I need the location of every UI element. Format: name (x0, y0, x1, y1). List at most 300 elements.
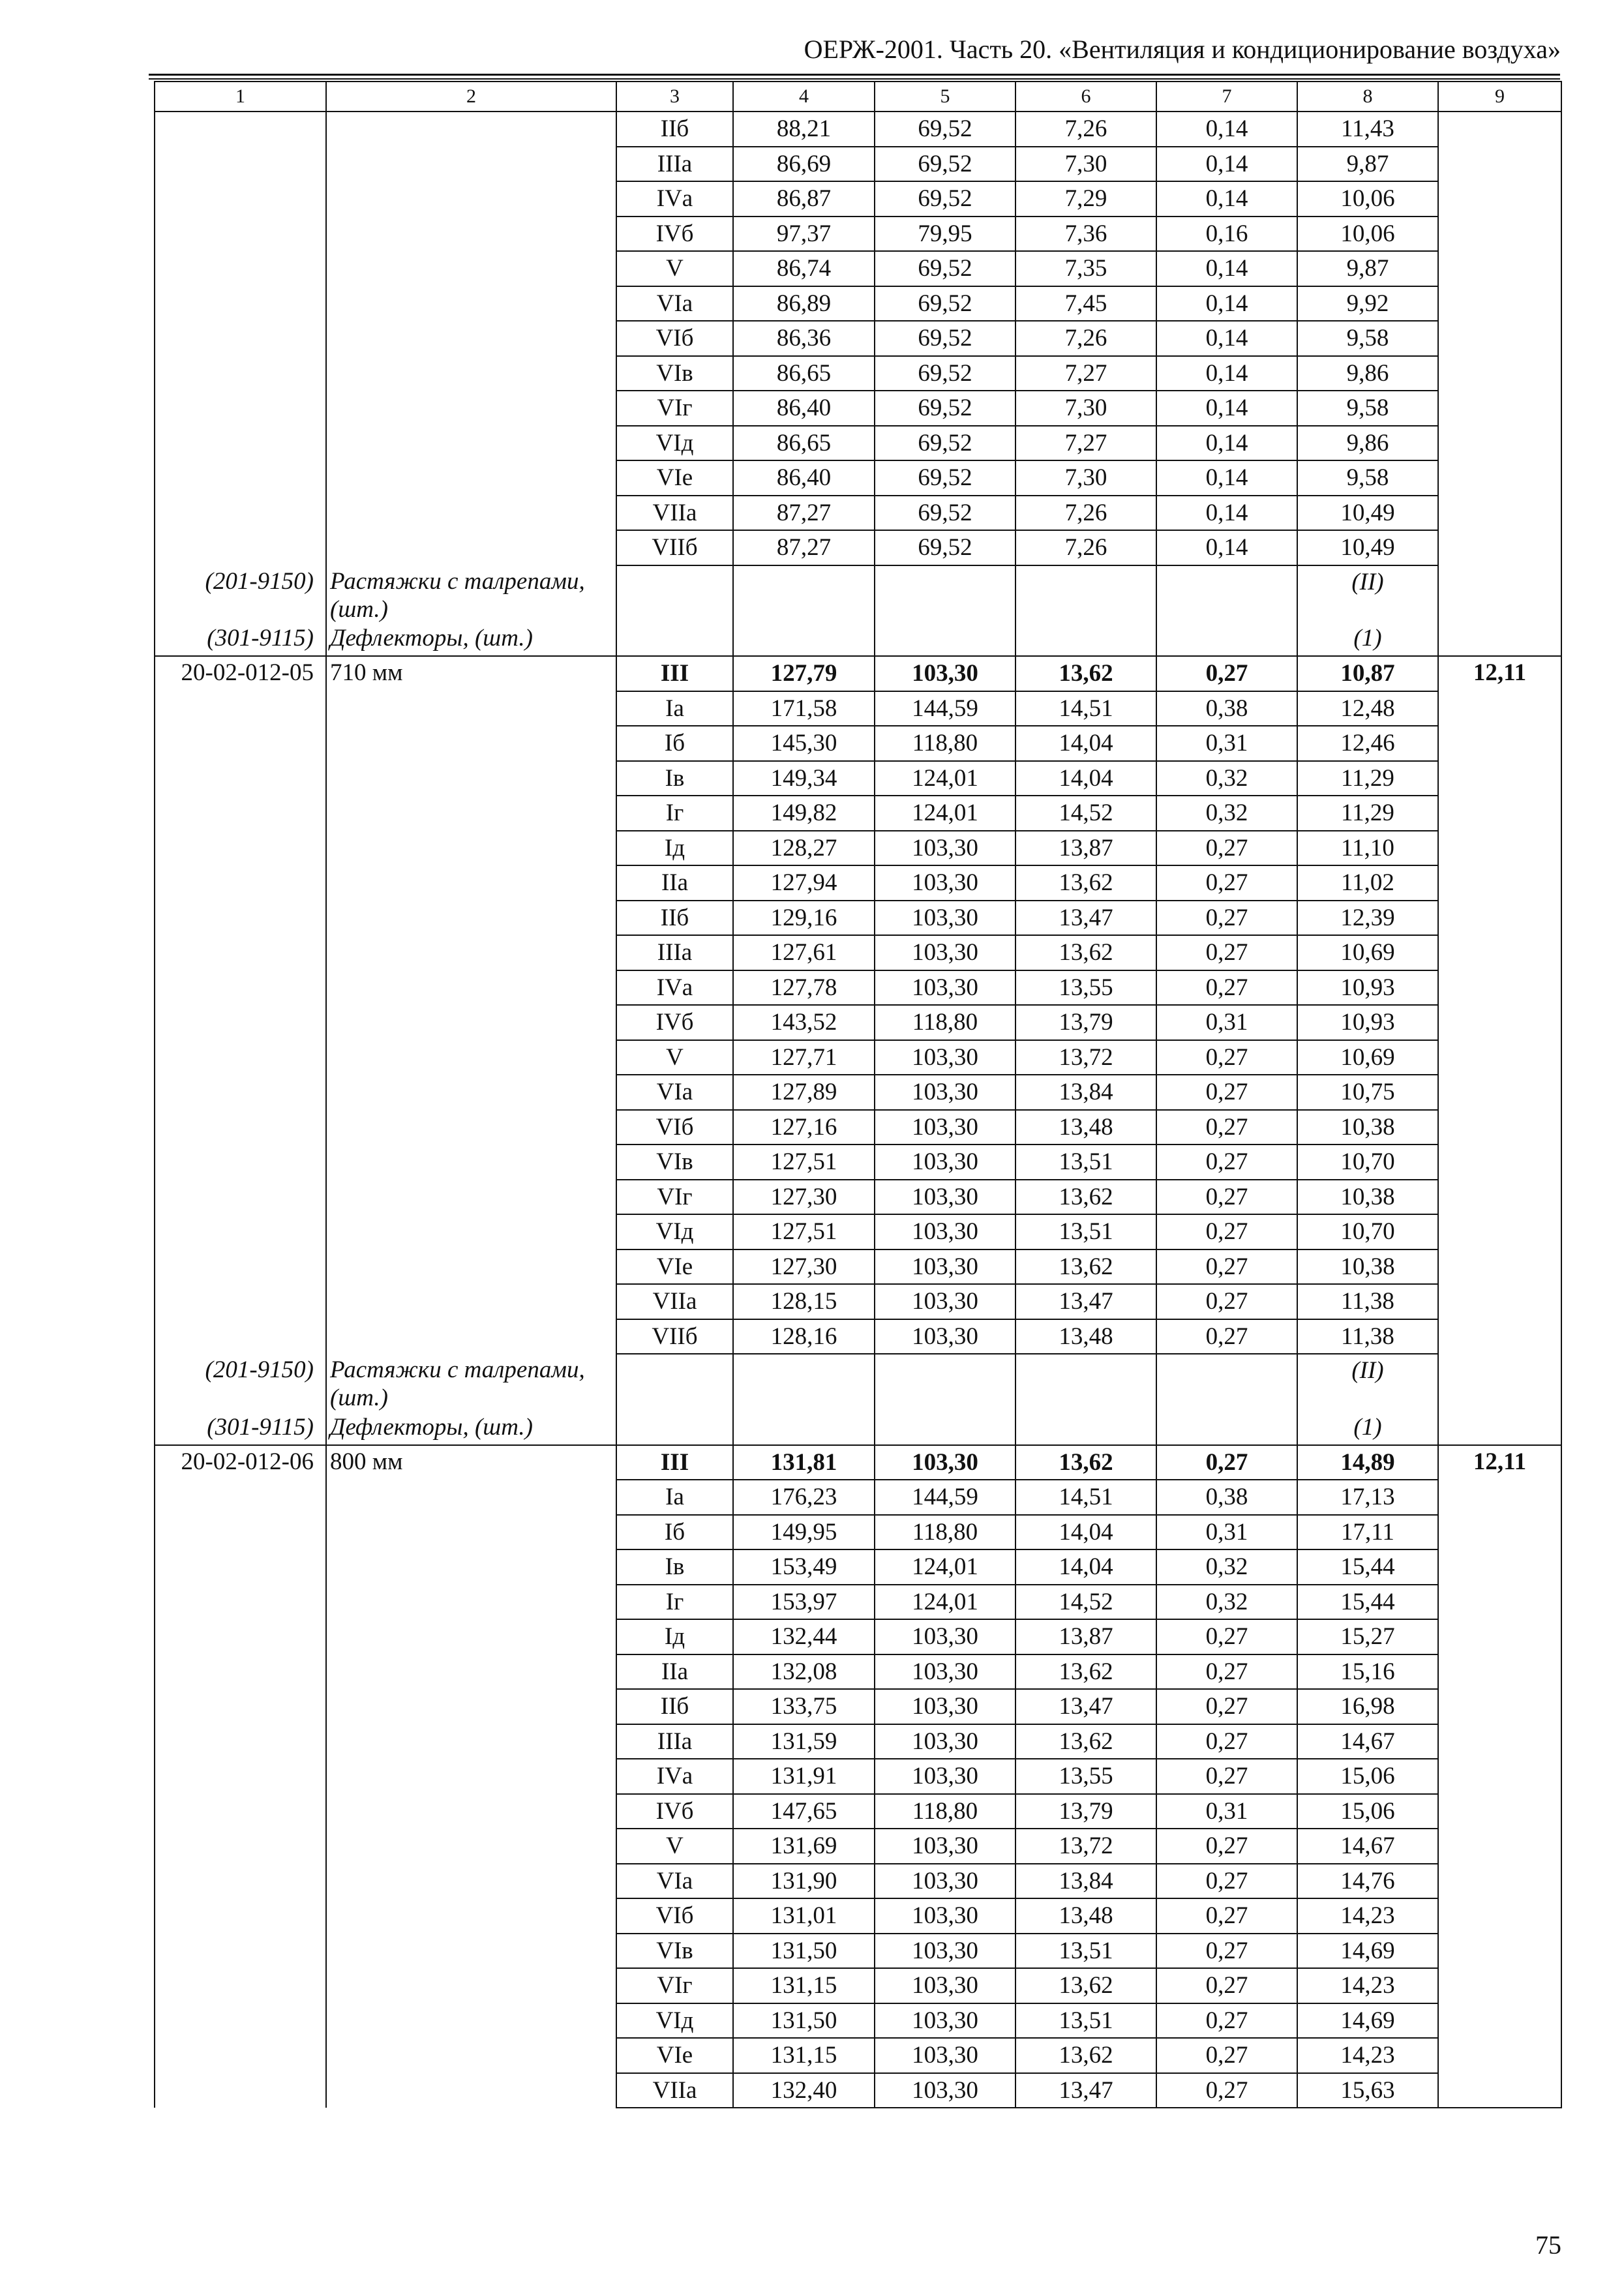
value-cell: 0,27 (1156, 1445, 1297, 1480)
value-cell: 176,23 (733, 1480, 875, 1515)
value-cell: 145,30 (733, 726, 875, 761)
col9-cell: 12,11 (1438, 656, 1561, 1445)
value-cell: 0,27 (1156, 1619, 1297, 1654)
value-cell: 103,30 (875, 1934, 1015, 1969)
page-number: 75 (1535, 2230, 1561, 2260)
empty-cell (1015, 621, 1156, 657)
table-row (155, 1445, 1561, 1480)
value-cell: 69,52 (875, 426, 1015, 461)
value-cell: 144,59 (875, 1480, 1015, 1515)
resource-name-line: Растяжки с талрепами, (330, 1356, 585, 1383)
zone-cell: IVа (616, 970, 733, 1006)
value-cell: 0,27 (1156, 1144, 1297, 1180)
header-rule (149, 78, 1560, 80)
value-cell: 127,51 (733, 1214, 875, 1249)
value-cell: 86,89 (733, 286, 875, 322)
value-cell: 0,27 (1156, 970, 1297, 1006)
value-cell: 103,30 (875, 2073, 1015, 2108)
zone-cell: IVа (616, 181, 733, 217)
value-cell: 0,27 (1156, 1724, 1297, 1759)
value-cell: 0,27 (1156, 1319, 1297, 1354)
empty-cell (616, 1410, 733, 1445)
value-cell: 103,30 (875, 1759, 1015, 1794)
value-cell: 131,81 (733, 1445, 875, 1480)
table-row (155, 656, 1561, 691)
value-cell: 147,65 (733, 1794, 875, 1829)
zone-cell: VIе (616, 460, 733, 496)
zone-cell: VIа (616, 1864, 733, 1899)
value-cell: 10,38 (1297, 1249, 1438, 1285)
value-cell: 103,30 (875, 1689, 1015, 1724)
empty-cell (875, 1410, 1015, 1445)
value-cell: 144,59 (875, 691, 1015, 726)
value-cell: 10,49 (1297, 530, 1438, 565)
value-cell: 0,14 (1156, 147, 1297, 182)
empty-cell (733, 621, 875, 657)
value-cell: 13,62 (1015, 1968, 1156, 2003)
zone-cell: VIб (616, 1110, 733, 1145)
zone-cell: Iа (616, 691, 733, 726)
value-cell: 13,55 (1015, 970, 1156, 1006)
value-cell: 11,38 (1297, 1284, 1438, 1319)
zone-cell: VIа (616, 1075, 733, 1110)
value-cell: 15,63 (1297, 2073, 1438, 2108)
value-cell: 103,30 (875, 865, 1015, 901)
value-cell: 14,69 (1297, 2003, 1438, 2039)
value-cell: 103,30 (875, 1249, 1015, 1285)
value-cell: 10,38 (1297, 1180, 1438, 1215)
value-cell: 13,51 (1015, 2003, 1156, 2039)
column-number: 8 (1297, 82, 1438, 112)
resource-name-line: (шт.) (330, 595, 388, 623)
value-cell: 86,65 (733, 426, 875, 461)
value-cell: 0,27 (1156, 1689, 1297, 1724)
value-cell: 13,47 (1015, 2073, 1156, 2108)
value-cell: 69,52 (875, 286, 1015, 322)
value-cell: 17,13 (1297, 1480, 1438, 1515)
value-cell: 13,62 (1015, 2038, 1156, 2073)
value-cell: 13,72 (1015, 1829, 1156, 1864)
value-cell: 131,90 (733, 1864, 875, 1899)
value-cell: 13,51 (1015, 1214, 1156, 1249)
value-cell: 15,27 (1297, 1619, 1438, 1654)
value-cell: 0,27 (1156, 2073, 1297, 2108)
zone-cell: V (616, 251, 733, 286)
resource-name-cell: Дефлекторы, (шт.) (326, 1410, 616, 1445)
zone-cell: VIд (616, 2003, 733, 2039)
value-cell: 14,23 (1297, 2038, 1438, 2073)
value-cell: 118,80 (875, 1515, 1015, 1550)
value-cell: 127,78 (733, 970, 875, 1006)
value-cell: 13,55 (1015, 1759, 1156, 1794)
value-cell: 0,38 (1156, 1480, 1297, 1515)
col9-cell: 12,11 (1438, 1445, 1561, 2108)
value-cell: 14,04 (1015, 761, 1156, 796)
value-cell: 128,15 (733, 1284, 875, 1319)
value-cell: 7,30 (1015, 391, 1156, 426)
value-cell: 0,27 (1156, 1968, 1297, 2003)
empty-cell (733, 1410, 875, 1445)
resource-value-cell: (II) (1297, 565, 1438, 621)
column-number: 7 (1156, 82, 1297, 112)
value-cell: 13,72 (1015, 1040, 1156, 1075)
value-cell: 13,79 (1015, 1794, 1156, 1829)
value-cell: 13,62 (1015, 1654, 1156, 1690)
value-cell: 86,87 (733, 181, 875, 217)
zone-cell: IVб (616, 1005, 733, 1040)
zone-cell: IIIа (616, 935, 733, 970)
value-cell: 103,30 (875, 901, 1015, 936)
value-cell: 10,38 (1297, 1110, 1438, 1145)
value-cell: 10,06 (1297, 181, 1438, 217)
resource-name-cell (326, 565, 616, 621)
value-cell: 7,27 (1015, 426, 1156, 461)
value-cell: 69,52 (875, 321, 1015, 356)
value-cell: 13,87 (1015, 1619, 1156, 1654)
resource-name-line: Растяжки с талрепами, (330, 567, 585, 595)
value-cell: 7,26 (1015, 530, 1156, 565)
value-cell: 7,27 (1015, 356, 1156, 391)
value-cell: 127,30 (733, 1180, 875, 1215)
value-cell: 103,30 (875, 1075, 1015, 1110)
table-row (155, 112, 1561, 147)
zone-cell: IIIа (616, 147, 733, 182)
zone-cell: IIб (616, 901, 733, 936)
value-cell: 0,14 (1156, 530, 1297, 565)
resource-value-cell: (1) (1297, 621, 1438, 657)
rate-name-cell: 800 мм (326, 1445, 616, 2108)
zone-cell: V (616, 1829, 733, 1864)
value-cell: 0,27 (1156, 1180, 1297, 1215)
zone-cell: IIб (616, 112, 733, 147)
column-number: 1 (155, 82, 326, 112)
value-cell: 13,47 (1015, 1284, 1156, 1319)
value-cell: 14,52 (1015, 1585, 1156, 1620)
value-cell: 14,67 (1297, 1829, 1438, 1864)
value-cell: 143,52 (733, 1005, 875, 1040)
value-cell: 153,97 (733, 1585, 875, 1620)
value-cell: 0,27 (1156, 1759, 1297, 1794)
value-cell: 0,27 (1156, 2003, 1297, 2039)
value-cell: 132,08 (733, 1654, 875, 1690)
value-cell: 69,52 (875, 391, 1015, 426)
value-cell: 9,86 (1297, 426, 1438, 461)
zone-cell: VIг (616, 1180, 733, 1215)
value-cell: 118,80 (875, 726, 1015, 761)
value-cell: 103,30 (875, 1144, 1015, 1180)
value-cell: 9,58 (1297, 460, 1438, 496)
value-cell: 14,76 (1297, 1864, 1438, 1899)
resource-name-cell: Дефлекторы, (шт.) (326, 621, 616, 657)
zone-cell: VIг (616, 391, 733, 426)
value-cell: 13,84 (1015, 1075, 1156, 1110)
value-cell: 0,14 (1156, 426, 1297, 461)
value-cell: 14,51 (1015, 1480, 1156, 1515)
value-cell: 149,95 (733, 1515, 875, 1550)
zone-cell: VIIа (616, 1284, 733, 1319)
empty-cell (616, 565, 733, 621)
value-cell: 127,71 (733, 1040, 875, 1075)
value-cell: 14,51 (1015, 691, 1156, 726)
value-cell: 9,87 (1297, 147, 1438, 182)
resource-row (155, 565, 1561, 621)
value-cell: 86,69 (733, 147, 875, 182)
empty-cell (616, 621, 733, 657)
zone-cell: VIв (616, 356, 733, 391)
value-cell: 124,01 (875, 1585, 1015, 1620)
value-cell: 9,58 (1297, 321, 1438, 356)
value-cell: 103,30 (875, 1829, 1015, 1864)
value-cell: 103,30 (875, 1110, 1015, 1145)
value-cell: 16,98 (1297, 1689, 1438, 1724)
value-cell: 128,27 (733, 831, 875, 866)
empty-cell (733, 565, 875, 621)
value-cell: 0,27 (1156, 2038, 1297, 2073)
value-cell: 13,79 (1015, 1005, 1156, 1040)
value-cell: 103,30 (875, 1445, 1015, 1480)
value-cell: 7,26 (1015, 321, 1156, 356)
value-cell: 86,65 (733, 356, 875, 391)
value-cell: 131,59 (733, 1724, 875, 1759)
value-cell: 13,84 (1015, 1864, 1156, 1899)
value-cell: 14,67 (1297, 1724, 1438, 1759)
value-cell: 149,34 (733, 761, 875, 796)
empty-cell (1015, 1410, 1156, 1445)
rate-code-cell (155, 112, 326, 565)
value-cell: 0,27 (1156, 865, 1297, 901)
value-cell: 7,35 (1015, 251, 1156, 286)
value-cell: 11,29 (1297, 796, 1438, 831)
value-cell: 0,14 (1156, 321, 1297, 356)
value-cell: 127,16 (733, 1110, 875, 1145)
resource-value-cell: (1) (1297, 1410, 1438, 1445)
value-cell: 14,69 (1297, 1934, 1438, 1969)
zone-cell: VIIа (616, 2073, 733, 2108)
header-rule (149, 74, 1560, 76)
value-cell: 13,62 (1015, 1445, 1156, 1480)
value-cell: 0,27 (1156, 1110, 1297, 1145)
empty-cell (733, 1354, 875, 1410)
value-cell: 0,27 (1156, 1214, 1297, 1249)
zone-cell: VIIб (616, 530, 733, 565)
value-cell: 131,50 (733, 1934, 875, 1969)
value-cell: 13,48 (1015, 1319, 1156, 1354)
zone-cell: VIд (616, 426, 733, 461)
value-cell: 0,14 (1156, 356, 1297, 391)
value-cell: 69,52 (875, 251, 1015, 286)
col9-cell (1438, 112, 1561, 656)
value-cell: 13,62 (1015, 656, 1156, 691)
value-cell: 0,27 (1156, 1284, 1297, 1319)
value-cell: 131,15 (733, 1968, 875, 2003)
value-cell: 13,51 (1015, 1934, 1156, 1969)
value-cell: 0,31 (1156, 1515, 1297, 1550)
value-cell: 10,49 (1297, 496, 1438, 531)
zone-cell: IVб (616, 1794, 733, 1829)
empty-cell (875, 565, 1015, 621)
value-cell: 10,93 (1297, 970, 1438, 1006)
value-cell: 10,06 (1297, 217, 1438, 252)
value-cell: 13,48 (1015, 1898, 1156, 1934)
value-cell: 103,30 (875, 656, 1015, 691)
zone-cell: IIIа (616, 1724, 733, 1759)
zone-cell: V (616, 1040, 733, 1075)
rates-table-body (155, 82, 1561, 2108)
resource-row (155, 1354, 1561, 1410)
value-cell: 15,44 (1297, 1585, 1438, 1620)
value-cell: 103,30 (875, 2038, 1015, 2073)
value-cell: 7,26 (1015, 112, 1156, 147)
value-cell: 15,16 (1297, 1654, 1438, 1690)
value-cell: 97,37 (733, 217, 875, 252)
value-cell: 0,14 (1156, 112, 1297, 147)
rates-table-container (154, 81, 1562, 2108)
column-number: 6 (1015, 82, 1156, 112)
zone-cell: Iа (616, 1480, 733, 1515)
value-cell: 13,62 (1015, 1249, 1156, 1285)
column-number: 3 (616, 82, 733, 112)
rates-table (154, 81, 1562, 2108)
resource-value-cell: (II) (1297, 1354, 1438, 1410)
resource-code-cell: (201-9150) (155, 565, 326, 621)
value-cell: 7,30 (1015, 460, 1156, 496)
value-cell: 69,52 (875, 112, 1015, 147)
value-cell: 127,89 (733, 1075, 875, 1110)
value-cell: 10,75 (1297, 1075, 1438, 1110)
zone-cell: Iд (616, 1619, 733, 1654)
empty-cell (616, 1354, 733, 1410)
value-cell: 127,30 (733, 1249, 875, 1285)
value-cell: 103,30 (875, 935, 1015, 970)
zone-cell: IIа (616, 1654, 733, 1690)
value-cell: 0,32 (1156, 1585, 1297, 1620)
value-cell: 88,21 (733, 112, 875, 147)
value-cell: 15,06 (1297, 1794, 1438, 1829)
value-cell: 10,93 (1297, 1005, 1438, 1040)
value-cell: 118,80 (875, 1794, 1015, 1829)
value-cell: 103,30 (875, 1284, 1015, 1319)
value-cell: 0,27 (1156, 831, 1297, 866)
value-cell: 0,31 (1156, 1794, 1297, 1829)
value-cell: 11,02 (1297, 865, 1438, 901)
value-cell: 0,27 (1156, 901, 1297, 936)
value-cell: 13,51 (1015, 1144, 1156, 1180)
value-cell: 103,30 (875, 1040, 1015, 1075)
value-cell: 0,27 (1156, 1898, 1297, 1934)
rate-name-cell (326, 112, 616, 565)
value-cell: 0,14 (1156, 391, 1297, 426)
column-number: 5 (875, 82, 1015, 112)
value-cell: 86,74 (733, 251, 875, 286)
value-cell: 17,11 (1297, 1515, 1438, 1550)
value-cell: 10,70 (1297, 1214, 1438, 1249)
value-cell: 13,62 (1015, 865, 1156, 901)
empty-cell (1015, 565, 1156, 621)
value-cell: 86,36 (733, 321, 875, 356)
value-cell: 14,52 (1015, 796, 1156, 831)
empty-cell (1156, 565, 1297, 621)
value-cell: 131,50 (733, 2003, 875, 2039)
value-cell: 7,45 (1015, 286, 1156, 322)
value-cell: 7,26 (1015, 496, 1156, 531)
value-cell: 13,48 (1015, 1110, 1156, 1145)
value-cell: 153,49 (733, 1549, 875, 1585)
value-cell: 15,44 (1297, 1549, 1438, 1585)
value-cell: 13,62 (1015, 935, 1156, 970)
value-cell: 0,16 (1156, 217, 1297, 252)
value-cell: 124,01 (875, 796, 1015, 831)
value-cell: 103,30 (875, 1319, 1015, 1354)
zone-cell: IIб (616, 1689, 733, 1724)
value-cell: 69,52 (875, 496, 1015, 531)
zone-cell: Iд (616, 831, 733, 866)
value-cell: 9,92 (1297, 286, 1438, 322)
zone-cell: Iв (616, 1549, 733, 1585)
value-cell: 15,06 (1297, 1759, 1438, 1794)
value-cell: 131,69 (733, 1829, 875, 1864)
zone-cell: VIIб (616, 1319, 733, 1354)
value-cell: 171,58 (733, 691, 875, 726)
column-number: 2 (326, 82, 616, 112)
value-cell: 87,27 (733, 530, 875, 565)
running-header: ОЕРЖ-2001. Часть 20. «Вентиляция и кондиционирование воздуха» (804, 35, 1561, 64)
column-number: 4 (733, 82, 875, 112)
value-cell: 0,32 (1156, 1549, 1297, 1585)
rate-code-cell: 20-02-012-05 (155, 656, 326, 1354)
value-cell: 87,27 (733, 496, 875, 531)
value-cell: 0,27 (1156, 1040, 1297, 1075)
value-cell: 131,15 (733, 2038, 875, 2073)
zone-cell: Iг (616, 1585, 733, 1620)
zone-cell: IVб (616, 217, 733, 252)
value-cell: 0,27 (1156, 1829, 1297, 1864)
value-cell: 132,40 (733, 2073, 875, 2108)
value-cell: 103,30 (875, 1864, 1015, 1899)
empty-cell (1156, 1354, 1297, 1410)
value-cell: 0,27 (1156, 1654, 1297, 1690)
empty-cell (875, 621, 1015, 657)
value-cell: 9,87 (1297, 251, 1438, 286)
value-cell: 10,87 (1297, 656, 1438, 691)
value-cell: 13,47 (1015, 901, 1156, 936)
zone-cell: Iв (616, 761, 733, 796)
value-cell: 11,10 (1297, 831, 1438, 866)
value-cell: 127,79 (733, 656, 875, 691)
value-cell: 118,80 (875, 1005, 1015, 1040)
zone-cell: VIа (616, 286, 733, 322)
value-cell: 124,01 (875, 761, 1015, 796)
value-cell: 0,27 (1156, 656, 1297, 691)
zone-cell: Iб (616, 726, 733, 761)
value-cell: 13,47 (1015, 1689, 1156, 1724)
zone-cell: Iб (616, 1515, 733, 1550)
value-cell: 0,32 (1156, 761, 1297, 796)
value-cell: 12,46 (1297, 726, 1438, 761)
resource-row (155, 1410, 1561, 1445)
value-cell: 0,38 (1156, 691, 1297, 726)
zone-cell: III (616, 656, 733, 691)
empty-cell (1015, 1354, 1156, 1410)
value-cell: 0,31 (1156, 1005, 1297, 1040)
value-cell: 14,04 (1015, 1515, 1156, 1550)
zone-cell: VIIа (616, 496, 733, 531)
resource-code-cell: (301-9115) (155, 621, 326, 657)
value-cell: 0,32 (1156, 796, 1297, 831)
value-cell: 129,16 (733, 901, 875, 936)
value-cell: 149,82 (733, 796, 875, 831)
value-cell: 0,27 (1156, 1249, 1297, 1285)
value-cell: 11,38 (1297, 1319, 1438, 1354)
